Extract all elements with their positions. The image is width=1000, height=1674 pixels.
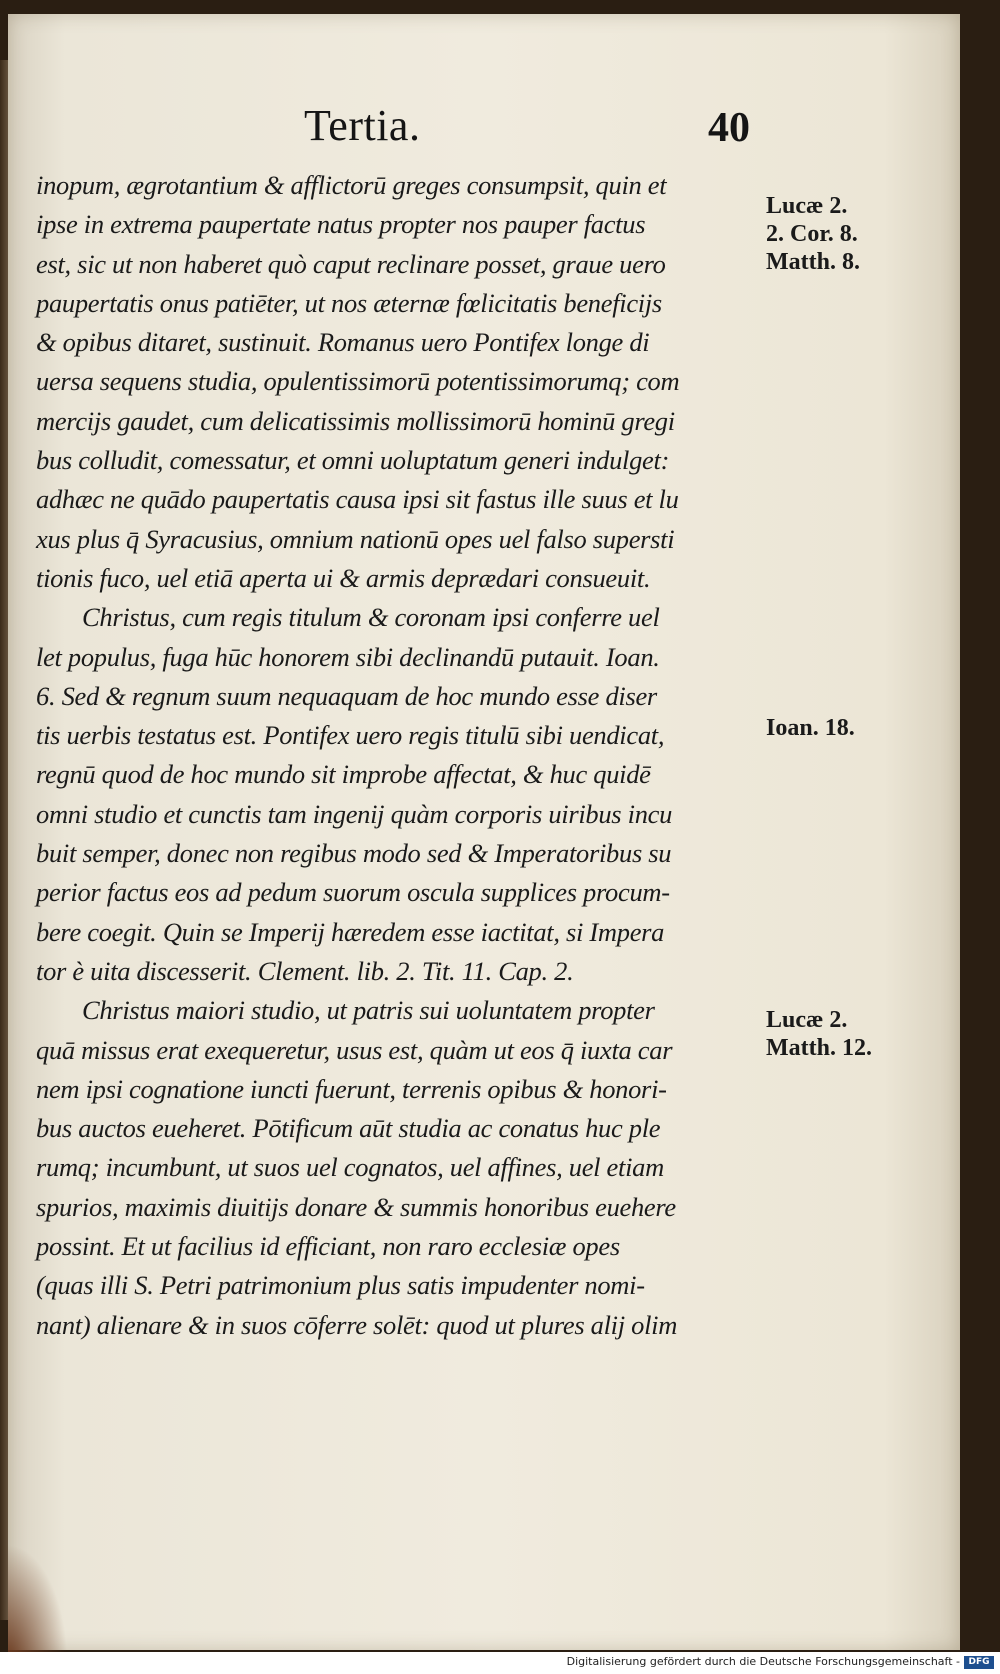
folio-number: 40 — [708, 105, 750, 151]
text-line: & opibus ditaret, sustinuit. Romanus uero Pontifex longe di — [36, 327, 650, 358]
text-line: 6. Sed & regnum suum nequaquam de hoc mundo esse diser — [36, 680, 657, 711]
text-line: perior factus eos ad pedum suorum oscula supplices procum- — [36, 877, 670, 908]
margin-note-group — [766, 192, 860, 276]
text-line: bus auctos eueheret. Pōtificum aūt studia ac conatus huc ple — [36, 1113, 661, 1144]
text-line: quā missus erat exequeretur, usus est, quàm ut eos q̄ iuxta car — [36, 1034, 673, 1065]
text-line: possint. Et ut facilius id efficiant, non raro ecclesiæ opes — [36, 1231, 620, 1262]
text-line: regnū quod de hoc mundo sit improbe affectat, & huc quidē — [36, 759, 651, 790]
margin-note: Matth. 12. — [766, 1035, 872, 1061]
text-line: bere coegit. Quin se Imperij hæredem esse iactitat, si Impera — [36, 916, 665, 947]
running-head: Tertia. — [304, 101, 421, 150]
body-text — [36, 166, 762, 1345]
text-line: tor è uita discesserit. Clement. lib. 2. Tit. 11. Cap. 2. — [36, 955, 574, 986]
margin-note: Lucæ 2. — [766, 1007, 848, 1033]
text-line: omni studio et cunctis tam ingenij quàm corporis uiribus incu — [36, 798, 673, 829]
text-line: bus colludit, comessatur, et omni uoluptatum generi indulget: — [36, 445, 670, 476]
text-line: let populus, fuga hūc honorem sibi declinandū putauit. Ioan. — [36, 641, 660, 672]
text-line: (quas illi S. Petri patrimonium plus satis impudenter nomi- — [36, 1270, 645, 1301]
margin-note: Lucæ 2. — [766, 193, 848, 219]
text-line: buit semper, donec non regibus modo sed & Imperatoribus su — [36, 838, 672, 869]
text-line: rumq; incumbunt, ut suos uel cognatos, uel affines, uel etiam — [36, 1152, 664, 1183]
text-line: adhæc ne quādo paupertatis causa ipsi sit fastus ille suus et lu — [36, 484, 679, 515]
funding-credit: Digitalisierung gefördert durch die Deutsche Forschungsgemeinschaft - — [566, 1655, 960, 1668]
text-line: paupertatis onus patiēter, ut nos æternæ fœlicitatis beneficijs — [36, 287, 662, 318]
text-line: nant) alienare & in suos cōferre solēt: quod ut plures alij olim — [36, 1309, 678, 1340]
page-stain — [8, 1544, 68, 1664]
margin-note: Matth. 8. — [766, 249, 860, 275]
text-line: tionis fuco, uel etiā aperta ui & armis deprædari consueuit. — [36, 562, 651, 593]
text-line: spurios, maximis diuitijs donare & summis honoribus euehere — [36, 1191, 676, 1222]
text-line: tis uerbis testatus est. Pontifex uero regis titulū sibi uendicat, — [36, 720, 665, 751]
text-line: mercijs gaudet, cum delicatissimis mollissimorū hominū gregi — [36, 405, 675, 436]
digitization-footer — [0, 1652, 1000, 1674]
text-line: est, sic ut non haberet quò caput reclinare posset, graue uero — [36, 248, 666, 279]
text-line: uersa sequens studia, opulentissimorū potentissimorumq; com — [36, 366, 680, 397]
text-line: ipse in extrema paupertate natus propter nos pauper factus — [36, 209, 646, 240]
text-line: inopum, ægrotantium & afflictorū greges consumpsit, quin et — [36, 170, 667, 200]
margin-note-group — [766, 714, 855, 742]
text-line: nem ipsi cognatione iuncti fuerunt, terrenis opibus & honori- — [36, 1073, 667, 1104]
text-line: xus plus q̄ Syracusius, omnium nationū opes uel falso supersti — [36, 523, 675, 554]
margin-note: 2. Cor. 8. — [766, 221, 858, 247]
margin-note: Ioan. 18. — [766, 715, 855, 741]
book-page — [8, 14, 960, 1650]
text-line-paragraph-start: Christus maiori studio, ut patris sui uoluntatem propter — [82, 995, 655, 1026]
margin-note-group — [766, 1006, 872, 1062]
dfg-logo: DFG — [964, 1656, 994, 1669]
text-line-paragraph-start: Christus, cum regis titulum & coronam ipsi conferre uel — [82, 602, 660, 633]
